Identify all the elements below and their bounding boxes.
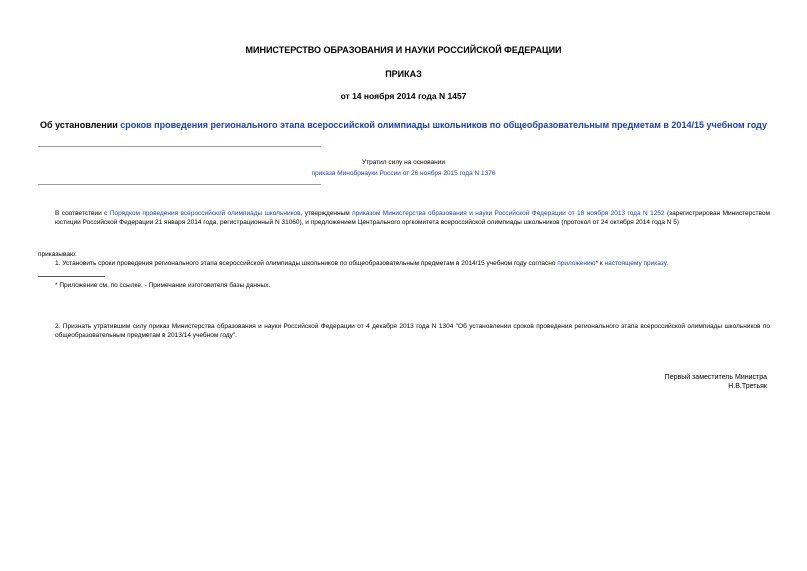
item-1-text-2: * к (595, 260, 605, 267)
signatory-name: Н.В.Третьяк (728, 383, 767, 390)
preamble-paragraph (55, 209, 770, 227)
lost-force-link[interactable]: приказа Минобрнауки России от 26 ноября 2015 года N 1376 (311, 170, 496, 177)
lost-force-note: Утратил силу на основании (361, 159, 446, 166)
item-2: 2. Признать утратившим силу приказ Министерства образования и науки Российской Федерации от 4 декабря 2013 года N 1304 "Об установлении сроков проведения регионального этапа всероссийской олимпиады школьников по общеобразовательным предметам в 2013/14 учебном году". (55, 323, 770, 339)
subject-link[interactable]: сроков проведения регионального этапа всероссийской олимпиады школьников по общеобразовательным предметам в 2014/15 учебном году (120, 120, 767, 130)
order-subject (30, 120, 777, 130)
subject-prefix: Об установлении (40, 120, 121, 130)
this-order-link[interactable]: настоящему приказу (604, 260, 667, 267)
order-1252-link[interactable]: приказом Министерства образования и науки Российской Федерации от 18 ноября 2013 года N 1252 (352, 210, 665, 217)
bottom-divider (38, 184, 321, 185)
signatory-position: Первый заместитель Министра (664, 374, 767, 381)
appendix-link[interactable]: приложению (557, 260, 596, 267)
footnote: * Приложение см. по ссылке. - Примечание изготовителя базы данных. (55, 282, 271, 289)
preamble-text-1: В соответствии с (55, 210, 110, 217)
preamble-text-2: , утвержденным (300, 210, 353, 217)
procedure-link[interactable]: Порядком проведения всероссийской олимпиады школьников (109, 210, 301, 217)
item-1-text-1: 1. Установить сроки проведения регионального этапа всероссийской олимпиады школьников по общеобразовательным предметам в 2014/15 учебном году согласно (55, 260, 558, 267)
preamble-text-3: (зарегистрирован Министерством юстиции Российской Федерации 21 января 2014 года, регистрационный N 31060), и предложением Центрального оргкомитета всероссийской олимпиады школьников (протокол от 24 октября 2014 года N 5) (55, 210, 770, 226)
top-divider (38, 146, 321, 147)
ministry-title: МИНИСТЕРСТВО ОБРАЗОВАНИЯ И НАУКИ РОССИЙСКОЙ ФЕДЕРАЦИИ (245, 45, 562, 55)
orders-word: приказываю: (38, 251, 77, 258)
item-1-text-3: . (666, 260, 669, 267)
footnote-divider (38, 276, 105, 277)
document-type: ПРИКАЗ (385, 69, 422, 79)
item-1 (55, 259, 770, 268)
order-date-number: от 14 ноября 2014 года N 1457 (340, 91, 467, 101)
